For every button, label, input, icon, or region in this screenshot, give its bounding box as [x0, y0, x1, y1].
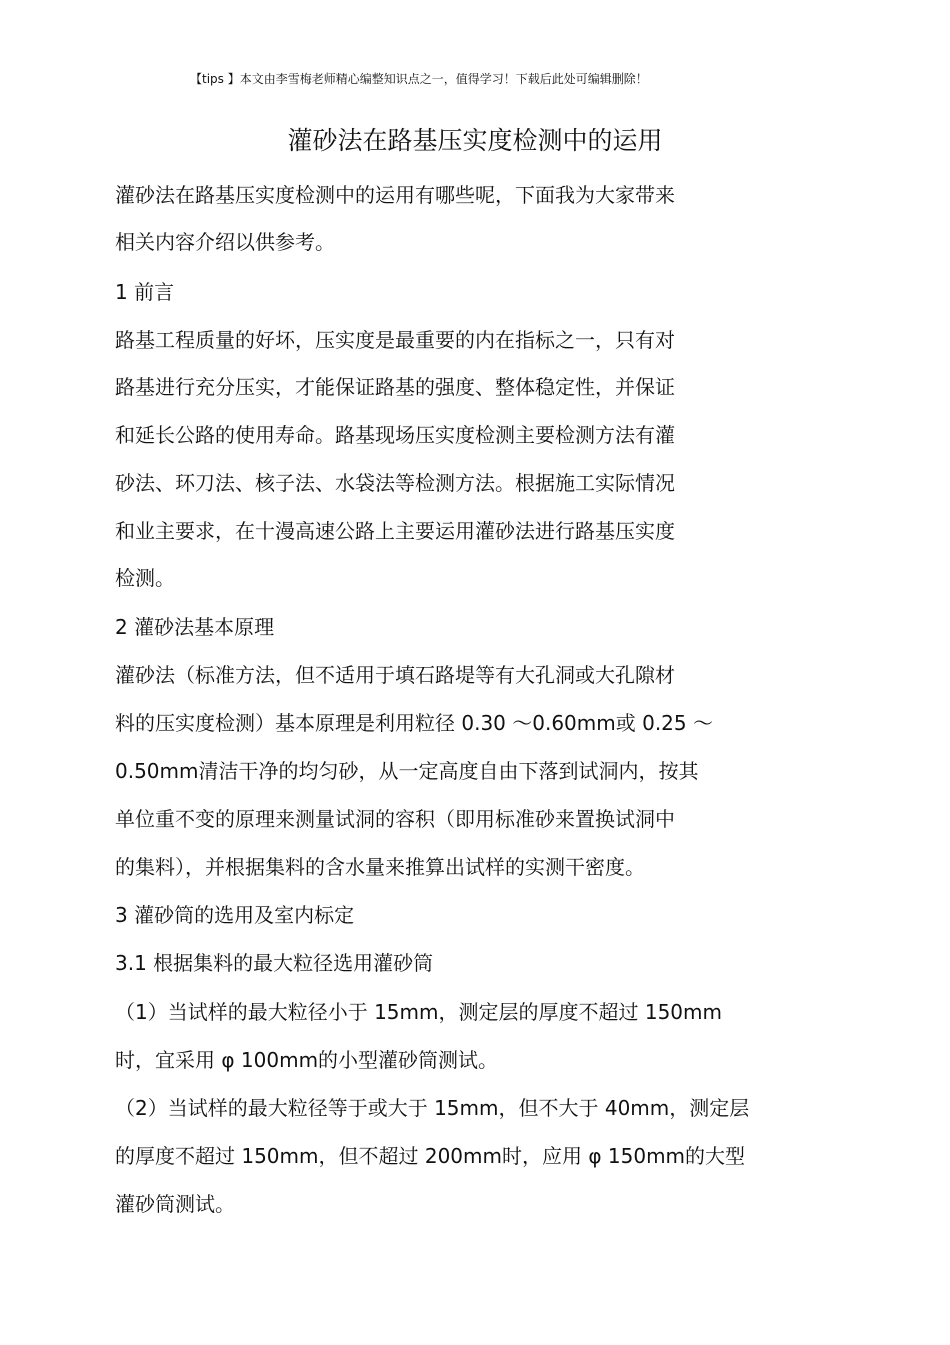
paragraph-line-14: 单位重不变的原理来测量试洞的容积（即用标准砂来置换试洞中 [115, 807, 675, 831]
paragraph-line-7: 砂法、环刀法、核子法、水袋法等检测方法。根据施工实际情况 [115, 471, 675, 495]
paragraph-line-4: 路基工程质量的好坏，压实度是最重要的内在指标之一，只有对 [115, 328, 675, 352]
paragraph-line-2: 相关内容介绍以供参考。 [115, 230, 335, 254]
paragraph-line-6: 和延长公路的使用寿命。路基现场压实度检测主要检测方法有灌 [115, 423, 675, 447]
paragraph-line-19: 时，宜采用 φ 100mm的小型灌砂筒测试。 [115, 1048, 499, 1072]
paragraph-line-21: 的厚度不超过 150mm，但不超过 200mm时，应用 φ 150mm的大型 [115, 1144, 746, 1168]
paragraph-line-1: 灌砂法在路基压实度检测中的运用有哪些呢，下面我为大家带来 [115, 183, 675, 207]
paragraph-line-5: 路基进行充分压实，才能保证路基的强度、整体稳定性，并保证 [115, 375, 675, 399]
paragraph-line-18: （1）当试样的最大粒径小于 15mm，测定层的厚度不超过 150mm [115, 1000, 722, 1024]
subsection-heading-3-1: 3.1 根据集料的最大粒径选用灌砂筒 [115, 951, 434, 975]
paragraph-line-15: 的集料），并根据集料的含水量来推算出试样的实测干密度。 [115, 855, 645, 879]
section-heading-principle: 2 灌砂法基本原理 [115, 615, 275, 639]
paragraph-line-22: 灌砂筒测试。 [115, 1192, 235, 1216]
paragraph-line-9: 检测。 [115, 566, 175, 590]
section-heading-sand-cone: 3 灌砂筒的选用及室内标定 [115, 903, 355, 927]
paragraph-line-20: （2）当试样的最大粒径等于或大于 15mm，但不大于 40mm，测定层 [115, 1096, 750, 1120]
document-title: 灌砂法在路基压实度检测中的运用 [287, 126, 663, 155]
paragraph-line-13: 0.50mm清洁干净的均匀砂，从一定高度自由下落到试洞内，按其 [115, 759, 699, 783]
section-heading-preface: 1 前言 [115, 280, 175, 304]
paragraph-line-8: 和业主要求，在十漫高速公路上主要运用灌砂法进行路基压实度 [115, 519, 675, 543]
paragraph-line-11: 灌砂法（标准方法，但不适用于填石路堤等有大孔洞或大孔隙材 [115, 663, 675, 687]
paragraph-line-12: 料的压实度检测）基本原理是利用粒径 0.30 ～0.60mm或 0.25 ～ [115, 711, 713, 735]
header-tips-note: 【tips 】本文由李雪梅老师精心编整知识点之一，值得学习！下载后此处可编辑删除！ [190, 72, 648, 86]
